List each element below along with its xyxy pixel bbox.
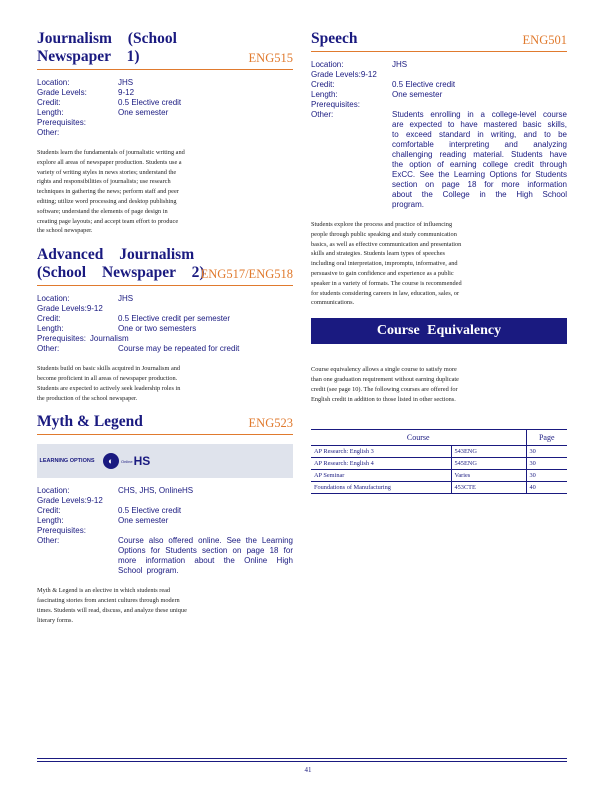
course-code: ENG501 xyxy=(522,33,567,47)
course-code-cell: 545ENG xyxy=(451,458,526,470)
table-row xyxy=(311,470,567,482)
course-info xyxy=(311,60,567,210)
course-description: Students learn the fundamentals of journalistic writing and explore all areas of newspaper production. Students use a variety of writing styles in news stories; understand the rights and responsibilities of journalists; use research techniques in gathering the news; perform staff and peer editing; utilize word processing and desktop publishing software; understand the elements of page design in creating page layouts; and accept team effort to produce the school newspaper. xyxy=(37,149,185,235)
course-page-cell: 40 xyxy=(526,482,567,494)
globe-icon: ◐ xyxy=(103,453,119,469)
course-equivalency-banner: Course Equivalency xyxy=(311,318,567,344)
info-other: Other: Course also offered online. See the Learning Options for Students section on page 18 for more information about the Online High School program. xyxy=(37,536,293,576)
course-description: Myth & Legend is an elective in which students read fascinating stories from ancient cultures through modern times. Students will read, discuss, and analyze these unique literary forms. xyxy=(37,587,187,624)
table-header-row xyxy=(311,430,567,446)
equivalency-table xyxy=(311,429,567,494)
info-credit: Credit: 0.5 Elective credit xyxy=(311,80,456,89)
info-credit: Credit: 0.5 Elective credit per semester xyxy=(37,314,231,324)
info-grade-levels: Grade Levels: 9-12 xyxy=(37,304,103,314)
info-length: Length: One semester xyxy=(37,516,169,526)
footer-line xyxy=(37,758,567,759)
course-code-cell: 453CTE xyxy=(451,482,526,494)
info-prerequisites: Prerequisites: Journalism xyxy=(37,334,129,344)
equivalency-description: Course equivalency allows a single course to satisfy more than one graduation requirement without earning duplicate credit (see page 10). The following courses are offered for English credit in addition to those listed in other sections. xyxy=(311,366,459,403)
course-advanced-journalism xyxy=(37,246,293,403)
course-code-cell: Varies xyxy=(451,470,526,482)
table-row xyxy=(311,446,567,458)
course-title: Myth & Legend xyxy=(37,413,143,431)
course-column-header: Course xyxy=(311,430,526,446)
course-info xyxy=(37,486,293,576)
table-row xyxy=(311,458,567,470)
info-credit: Credit: 0.5 Elective credit xyxy=(37,98,182,107)
info-prerequisites: Prerequisites: xyxy=(311,100,360,109)
info-location: Location: CHS, JHS, OnlineHS xyxy=(37,486,194,496)
course-code: ENG517/ENG518 xyxy=(200,267,293,282)
info-grade-levels: Grade Levels: 9-12 xyxy=(311,70,377,79)
course-title: Journalism (School Newspaper 1) xyxy=(37,30,177,65)
course-header xyxy=(37,246,293,286)
course-code: ENG515 xyxy=(248,51,293,65)
info-other: Other: Students enrolling in a college-level course are expected to have mastered basic skills, to exceed standard in writing, and to be comfortable interpreting and analyzing challenging reading material. Students have the option of earning college credit through ExCC. See the Learning Options for Students section on page 18 for more information about the College in the High School program. xyxy=(311,110,567,209)
info-length: Length: One semester xyxy=(37,108,169,117)
course-code-cell: 543ENG xyxy=(451,446,526,458)
course-title: Advanced Journalism (School Newspaper 2) xyxy=(37,246,205,282)
course-name-cell: AP Research: English 4 xyxy=(311,458,451,470)
table-row xyxy=(311,482,567,494)
course-code: ENG523 xyxy=(248,416,293,431)
course-name-cell: AP Research: English 3 xyxy=(311,446,451,458)
course-name-cell: AP Seminar xyxy=(311,470,451,482)
learning-options-label: LEARNING OPTIONS xyxy=(39,458,95,465)
course-page-cell: 30 xyxy=(526,470,567,482)
page-column-header: Page xyxy=(526,430,567,446)
course-page-cell: 30 xyxy=(526,458,567,470)
course-myth-legend xyxy=(37,413,293,625)
info-other: Other: xyxy=(37,128,60,137)
online-hs-logo xyxy=(103,453,150,469)
course-info xyxy=(37,78,293,138)
logo-hs-text: HS xyxy=(133,454,151,469)
info-prerequisites: Prerequisites: xyxy=(37,118,86,127)
learning-options-box xyxy=(37,444,293,478)
course-info xyxy=(37,294,293,354)
info-location: Location: JHS xyxy=(37,78,134,87)
course-header xyxy=(37,413,293,435)
logo-online-text: Online xyxy=(121,458,133,464)
course-header xyxy=(37,30,293,70)
course-page-cell: 30 xyxy=(526,446,567,458)
info-other: Other: Course may be repeated for credit xyxy=(37,344,240,354)
course-speech xyxy=(311,30,567,308)
footer-rule xyxy=(37,758,567,762)
course-description: Students build on basic skills acquired in Journalism and become proficient in all areas of newspaper production. Students are expected to actively seek leadership roles in the production of the school newspaper. xyxy=(37,365,181,402)
info-location: Location: JHS xyxy=(37,294,134,304)
course-title: Speech xyxy=(311,30,358,47)
left-column xyxy=(37,30,293,636)
right-column xyxy=(311,30,567,494)
info-length: Length: One or two semesters xyxy=(37,324,197,334)
course-description: Students explore the process and practice of influencing people through public speaking and study communication basics, as well as effective communication and presentation skills and strategies. Students learn types of speeches including oral interpretation, impromptu, informative, and persuasive to gain confidence and experience as a public speaker in a variety of formats. The course is recommended for students considering careers in law, education, sales, or communications. xyxy=(311,221,462,307)
info-grade-levels: Grade Levels: 9-12 xyxy=(37,88,135,97)
info-credit: Credit: 0.5 Elective credit xyxy=(37,506,182,516)
course-header xyxy=(311,30,567,52)
info-prerequisites: Prerequisites: xyxy=(37,526,86,536)
info-length: Length: One semester xyxy=(311,90,443,99)
page-number: 41 xyxy=(304,766,312,774)
info-location: Location: JHS xyxy=(311,60,408,69)
info-grade-levels: Grade Levels: 9-12 xyxy=(37,496,103,506)
course-journalism xyxy=(37,30,293,236)
footer-line xyxy=(37,761,567,762)
course-name-cell: Foundations of Manufacturing xyxy=(311,482,451,494)
